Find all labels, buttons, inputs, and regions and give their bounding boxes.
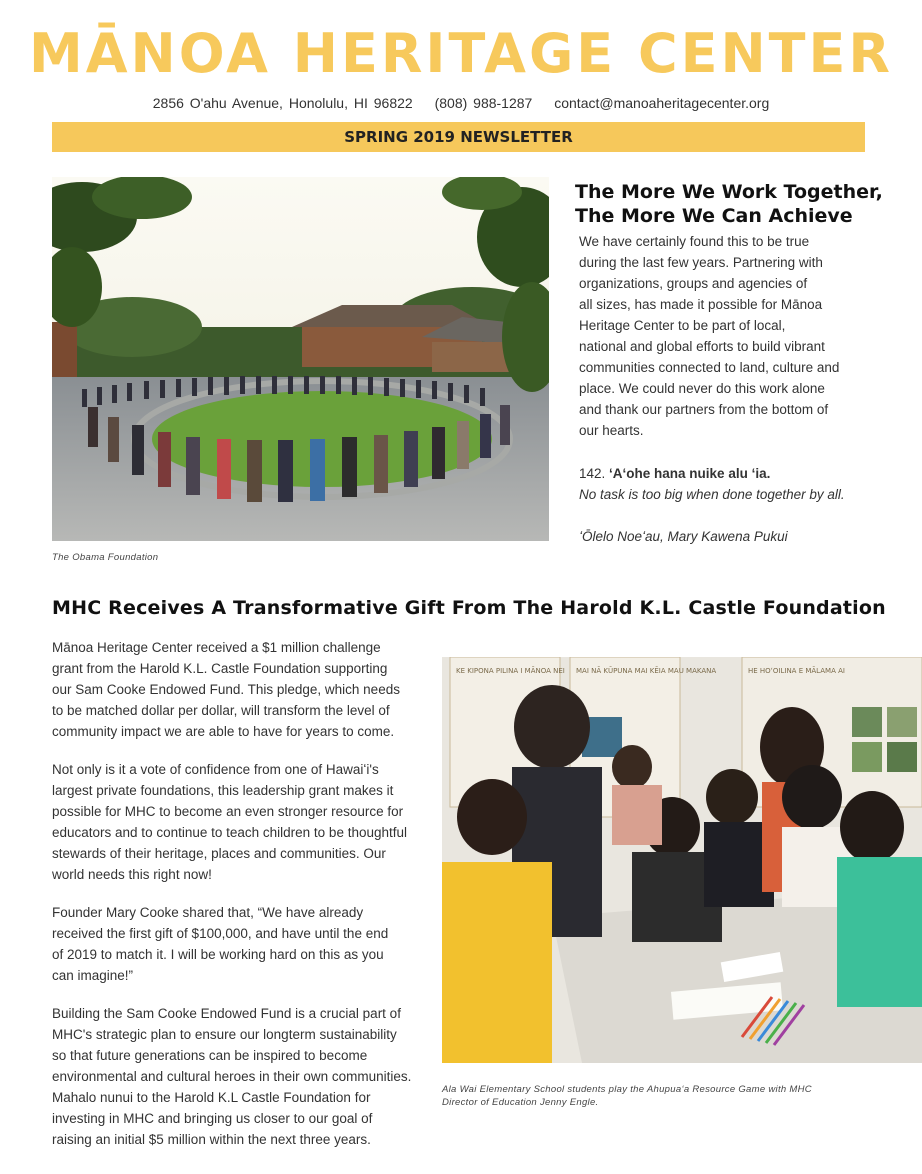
article-line: Mahalo nunui to the Harold K.L Castle Foundation for — [52, 1090, 371, 1105]
article-line: educators and to continue to teach children to be thoughtful — [52, 825, 408, 840]
feature-line: Heritage Center to be part of local, — [579, 318, 786, 333]
masthead-title: MĀNOA HERITAGE CENTER — [29, 22, 893, 85]
feature-line: all sizes, has made it possible for Mānoa — [579, 297, 823, 312]
article-line: received the first gift of $100,000, and have until the end — [52, 926, 389, 941]
email-link[interactable]: contact@manoaheritagecenter.org — [554, 95, 770, 111]
article-line: world needs this right now! — [52, 867, 212, 882]
phone: (808) 988-1287 — [434, 95, 533, 111]
proverb — [579, 463, 770, 484]
article-line: our Sam Cooke Endowed Fund. This pledge, which needs — [52, 682, 400, 697]
article-body — [52, 637, 437, 1150]
obama-foundation-photo — [52, 177, 549, 541]
article-line: stewards of their heritage, places and communities. Our — [52, 846, 386, 861]
feature-heading-line2: The More We Can Achieve — [575, 205, 853, 227]
proverb-number: 142. — [579, 466, 606, 481]
feature-heading-line1: The More We Work Together, — [575, 181, 883, 203]
feature-line: during the last few years. Partnering with — [579, 255, 823, 270]
photo-caption-classroom — [442, 1083, 812, 1109]
article-line: MHC's strategic plan to ensure our longterm sustainability — [52, 1027, 397, 1042]
article-line: grant from the Harold K.L. Castle Foundation supporting — [52, 661, 388, 676]
feature-line: place. We could never do this work alone — [579, 381, 825, 396]
article-line: raising an initial $5 million within the next three years. — [52, 1132, 371, 1147]
article-line: can imagine!” — [52, 968, 134, 983]
newsletter-banner: SPRING 2019 NEWSLETTER — [52, 122, 865, 152]
feature-line: communities connected to land, culture and — [579, 360, 840, 375]
article-line: to be matched dollar per dollar, will transform the level of — [52, 703, 390, 718]
feature-line: national and global efforts to build vibrant — [579, 339, 825, 354]
classroom-photo — [442, 657, 922, 1063]
caption-line: Ala Wai Elementary School students play the Ahupuaʻa Resource Game with MHC — [442, 1084, 812, 1095]
feature-line: We have certainly found this to be true — [579, 234, 810, 249]
article-line: possible for MHC to become an even stronger resource for — [52, 804, 404, 819]
article-line: Not only is it a vote of confidence from one of Hawaiʻi's — [52, 762, 379, 777]
article-line: so that future generations can be inspired to become — [52, 1048, 368, 1063]
article-line: community impact we are able to have for years to come. — [52, 724, 395, 739]
article-line: largest private foundations, this leadership grant makes it — [52, 783, 394, 798]
proverb-text: ʻAʻohe hana nuike alu ʻia. — [609, 466, 771, 481]
caption-line: Director of Education Jenny Engle. — [442, 1097, 599, 1108]
poster-2-text: MAI NĀ KŪPUNA MAI KĒIA MAU MAKANA — [576, 667, 717, 675]
feature-line: our hearts. — [579, 423, 644, 438]
article-line: of 2019 to match it. I will be working hard on this as you — [52, 947, 384, 962]
photo-caption-obama: The Obama Foundation — [52, 552, 159, 563]
article-line: Mānoa Heritage Center received a $1 million challenge — [52, 640, 381, 655]
feature-line: organizations, groups and agencies of — [579, 276, 808, 291]
poster-1-text: KE KIPONA PILINA I MĀNOA NEI — [456, 667, 565, 675]
article-paragraph-4 — [52, 1003, 437, 1150]
feature-line: and thank our partners from the bottom of — [579, 402, 829, 417]
article-paragraph-1 — [52, 637, 437, 742]
article-line: investing in MHC and bringing us closer to our goal of — [52, 1111, 373, 1126]
article-paragraph-3 — [52, 902, 437, 986]
feature-heading — [575, 180, 883, 228]
feature-body — [579, 231, 869, 441]
article-line: Founder Mary Cooke shared that, “We have already — [52, 905, 364, 920]
proverb-source: ʻŌlelo Noeʻau, Mary Kawena Pukui — [579, 529, 788, 544]
address: 2856 O'ahu Avenue, Honolulu, HI 96822 — [152, 95, 413, 111]
proverb-translation: No task is too big when done together by all. — [579, 487, 845, 502]
article-paragraph-2 — [52, 759, 437, 885]
contact-line — [0, 95, 922, 111]
article-line: environmental and cultural heroes in their own communities. — [52, 1069, 412, 1084]
poster-3-text: HE HOʻOILINA E MĀLAMA AI — [748, 667, 845, 675]
article-line: Building the Sam Cooke Endowed Fund is a crucial part of — [52, 1006, 401, 1021]
article-heading: MHC Receives A Transformative Gift From The Harold K.L. Castle Foundation — [52, 597, 886, 619]
